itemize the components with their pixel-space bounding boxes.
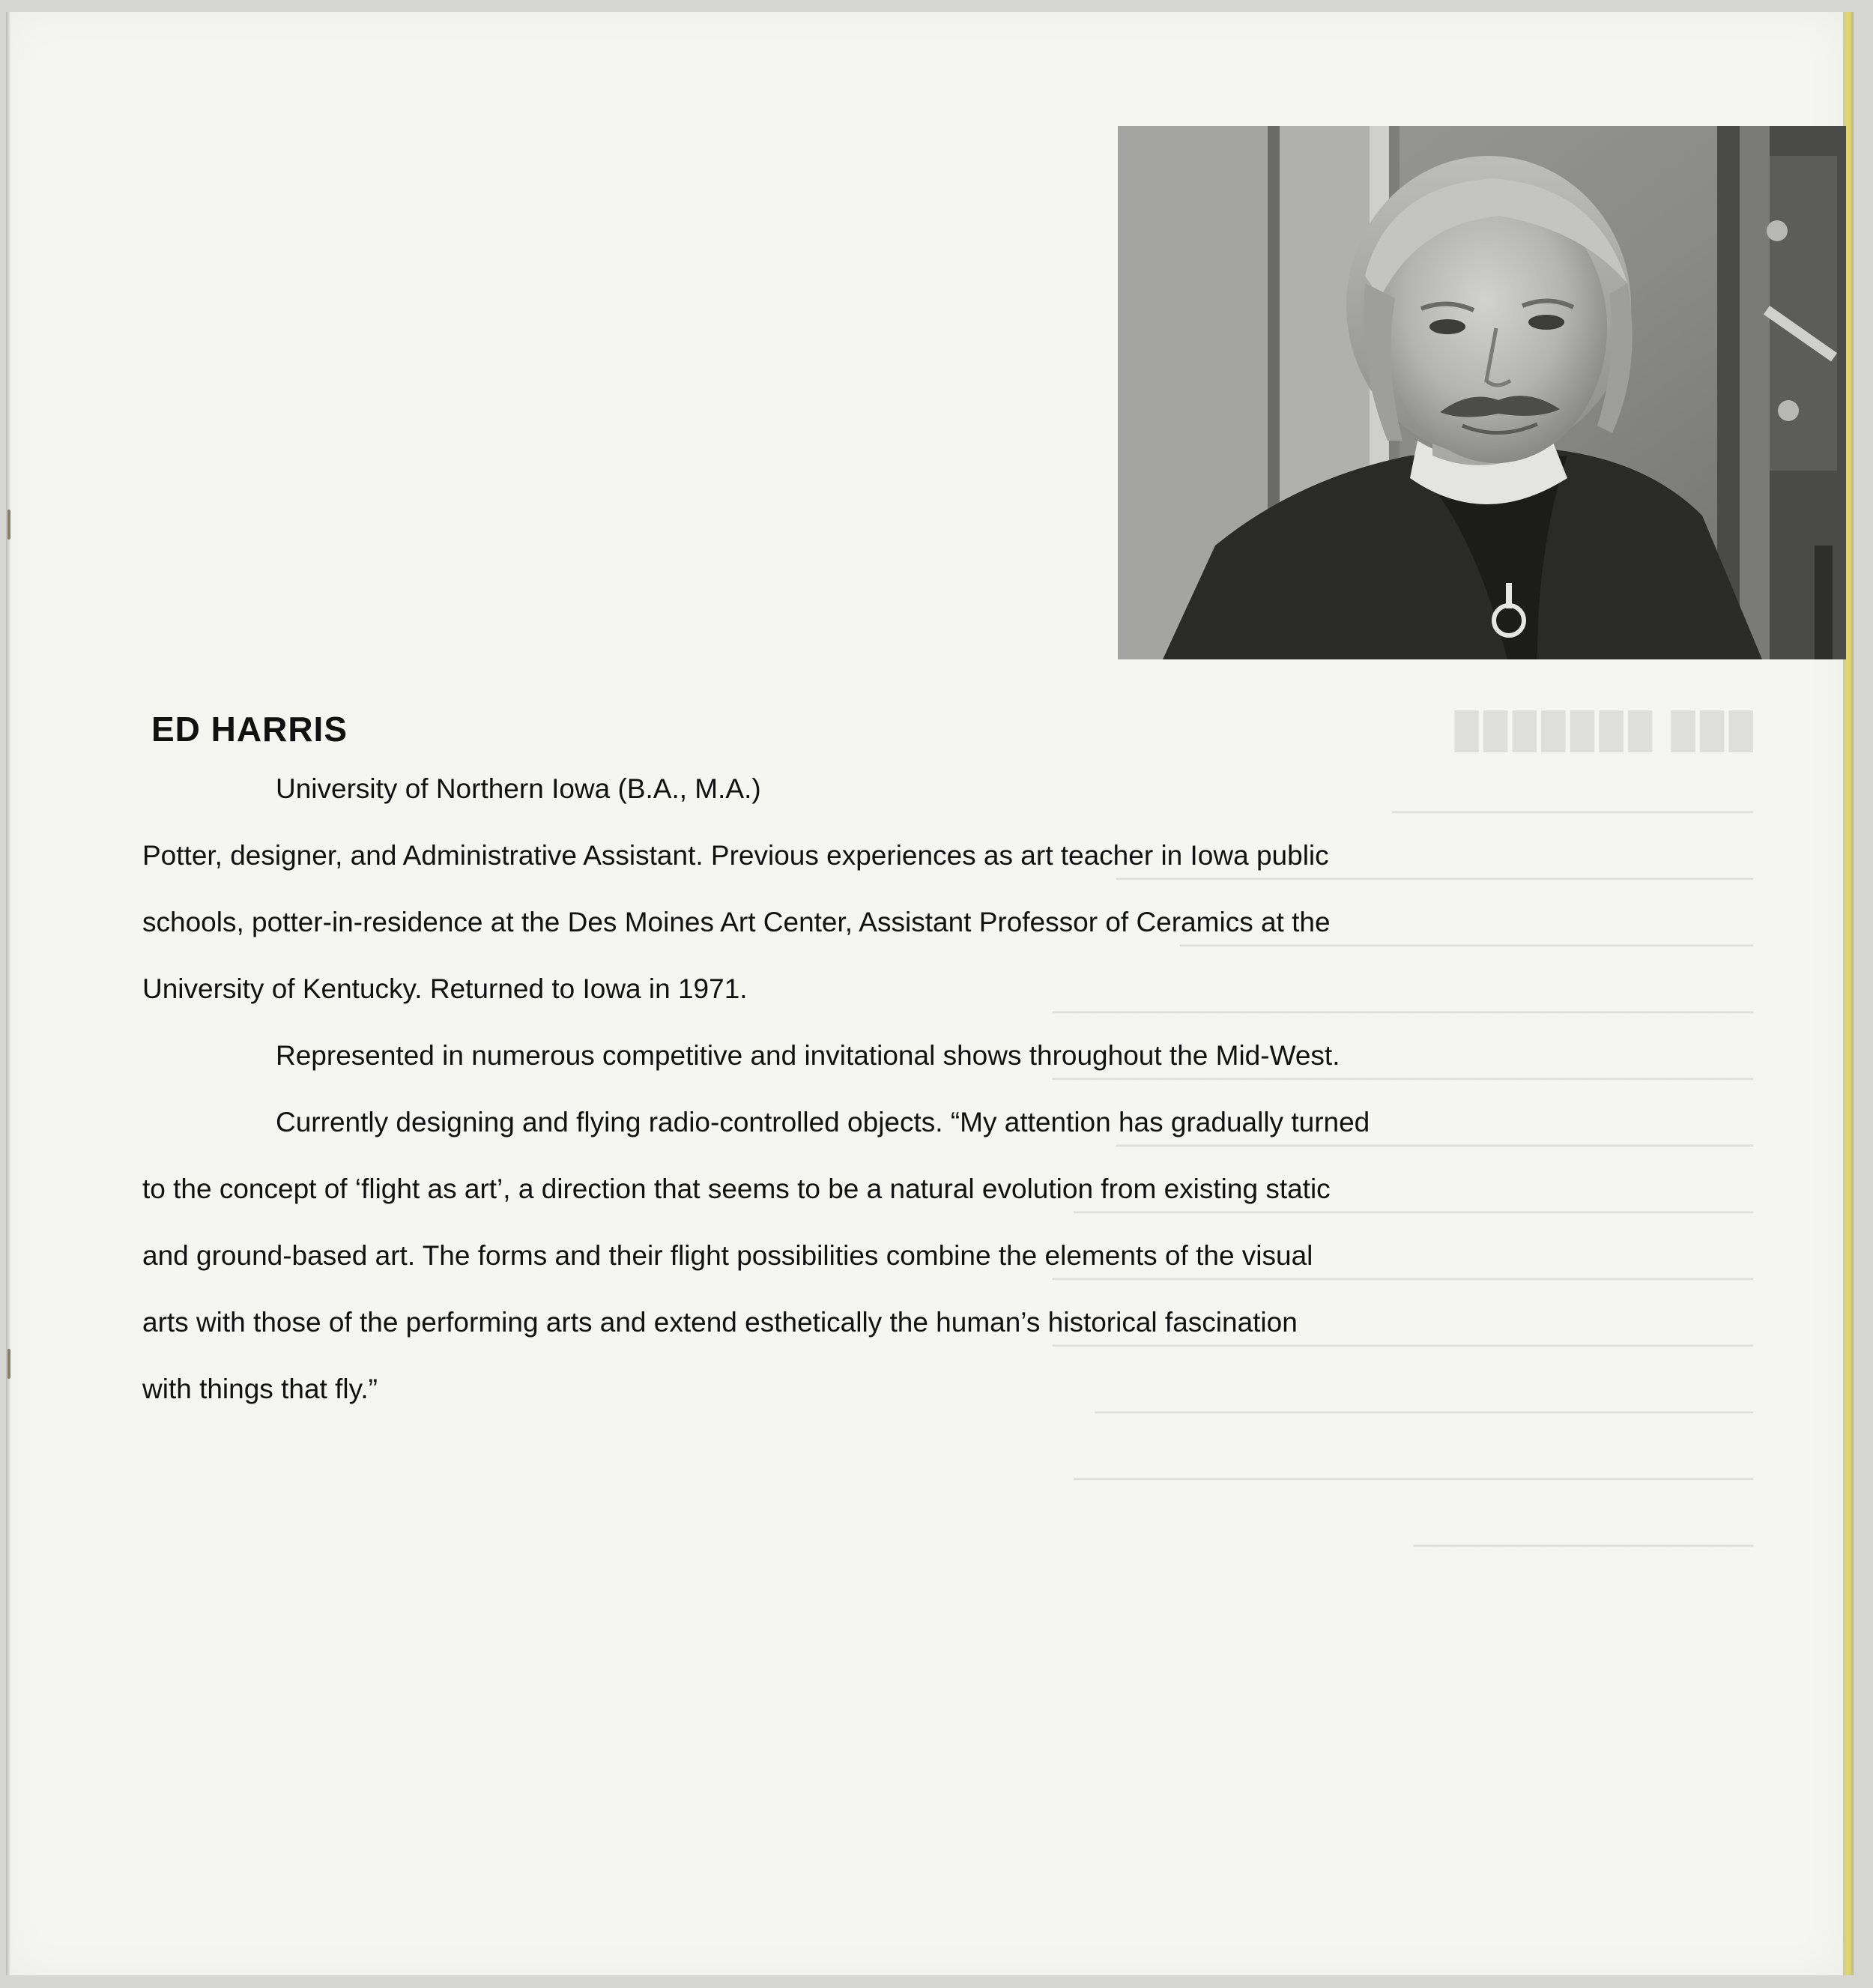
paragraph-1-line-3: University of Kentucky. Returned to Iowa in 1971. xyxy=(142,973,748,1004)
staple-mark xyxy=(7,510,10,540)
paragraph-3-line-4: arts with those of the performing arts and extend esthetically the human’s historical fascination xyxy=(142,1307,1298,1338)
artist-name-heading: ED HARRIS xyxy=(151,710,348,749)
staple-mark xyxy=(7,1349,10,1379)
paragraph-1-line-1: Potter, designer, and Administrative Assistant. Previous experiences as art teacher in Iowa public xyxy=(142,840,1329,871)
biography-section xyxy=(142,703,1701,1422)
paragraph-1-line-2: schools, potter-in-residence at the Des Moines Art Center, Assistant Professor of Ceramics at the xyxy=(142,907,1331,937)
paragraph-3-line-1: Currently designing and flying radio-controlled objects. “My attention has gradually turned xyxy=(276,1107,1370,1137)
binding-edge xyxy=(6,12,10,1975)
paragraph-3-line-2: to the concept of ‘flight as art’, a direction that seems to be a natural evolution from existing static xyxy=(142,1173,1331,1204)
paragraph-3-line-5: with things that fly.” xyxy=(142,1374,378,1404)
portrait-photo xyxy=(1118,126,1846,659)
paragraph-3-line-3: and ground-based art. The forms and their flight possibilities combine the elements of the visual xyxy=(142,1240,1313,1271)
education-line: University of Northern Iowa (B.A., M.A.) xyxy=(276,773,761,804)
paragraph-2-line-1: Represented in numerous competitive and invitational shows throughout the Mid-West. xyxy=(276,1040,1340,1071)
